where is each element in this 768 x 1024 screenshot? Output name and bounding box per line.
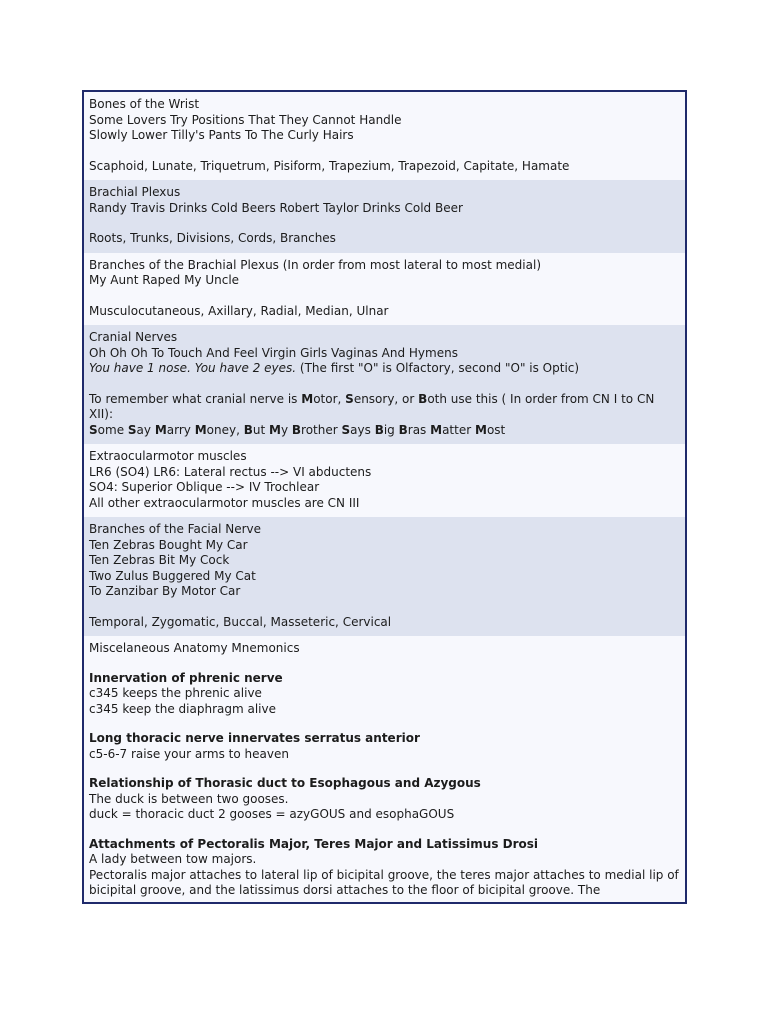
mnemonic-line: SO4: Superior Oblique --> IV Trochlear [89, 480, 320, 494]
cranial-mnemonic-run: ays [350, 422, 375, 437]
section-heading: Long thoracic nerve innervates serratus anterior [89, 731, 420, 745]
cranial-mnemonic-run: ut [252, 422, 270, 437]
cranial-para-run: B [418, 391, 428, 406]
row-title: Branches of the Brachial Plexus (In order from most lateral to most medial) [89, 257, 542, 272]
row-misc-mnemonics [84, 636, 685, 904]
cranial-mnemonic-run: y [280, 422, 292, 437]
row-title: Bones of the Wrist [89, 97, 200, 111]
answer-line: Scaphoid, Lunate, Triquetrum, Pisiform, Trapezium, Trapezoid, Capitate, Hamate [89, 158, 570, 173]
cranial-para [89, 392, 680, 423]
section-paragraph: Pectoralis major attaches to lateral lip of bicipital groove, the teres major attaches to medial lip of bicipital groove, and the latissimus dorsi attaches to the floor of bicipital groove. The [89, 867, 679, 897]
cranial-mnemonic-run: atter [442, 422, 475, 437]
section-line: A lady between tow majors. [89, 852, 257, 866]
mnemonics-table [82, 90, 687, 904]
cranial-mnemonic-run: rother [301, 422, 342, 437]
cranial-mnemonic-run: S [89, 422, 98, 437]
mnemonic-line: Oh Oh Oh To Touch And Feel Virgin Girls Vaginas And Hymens [89, 345, 458, 360]
section-heading: Attachments of Pectoralis Major, Teres Major and Latissimus Drosi [89, 836, 539, 851]
cranial-mnemonic-run: M [430, 422, 443, 437]
row-title: Brachial Plexus [89, 185, 181, 199]
row-extraocular-muscles [84, 444, 685, 517]
mnemonic-line: My Aunt Raped My Uncle [89, 273, 240, 287]
cranial-para-run: otor, [313, 391, 346, 406]
answer-line: Roots, Trunks, Divisions, Cords, Branches [89, 231, 336, 245]
cranial-mnemonic-run: oney, [206, 422, 244, 437]
note-line [89, 361, 680, 377]
cranial-mnemonic-run: B [398, 422, 408, 437]
cranial-mnemonic [89, 423, 680, 439]
row-brachial-plexus [84, 180, 685, 253]
cranial-mnemonic-run: B [374, 422, 384, 437]
cranial-mnemonic-run: ost [486, 422, 506, 437]
mnemonic-line: Ten Zebras Bit My Cock [89, 553, 230, 567]
row-title: Branches of the Facial Nerve [89, 522, 262, 536]
row-cranial-nerves [84, 325, 685, 444]
cranial-mnemonic-run: S [341, 422, 351, 437]
cranial-mnemonic-run: B [291, 422, 302, 437]
cranial-mnemonic-run: M [194, 422, 207, 437]
mnemonic-line: Slowly Lower Tilly's Pants To The Curly Hairs [89, 128, 354, 142]
mnemonic-line: All other extraocularmotor muscles are CN III [89, 495, 360, 510]
mnemonic-line: Randy Travis Drinks Cold Beers Robert Taylor Drinks Cold Beer [89, 200, 463, 215]
row-title: Extraocularmotor muscles [89, 449, 247, 463]
cranial-mnemonic-run: M [474, 422, 487, 437]
mnemonic-line: Two Zulus Buggered My Cat [89, 568, 256, 583]
note-normal: (The first "O" is Olfactory, second "O" is Optic) [296, 361, 580, 375]
cranial-para-run: S [345, 391, 354, 406]
cranial-mnemonic-run: S [127, 422, 137, 437]
row-title: Cranial Nerves [89, 330, 178, 344]
row-facial-nerve [84, 517, 685, 636]
section-line: duck = thoracic duct 2 gooses = azyGOUS and esophaGOUS [89, 807, 455, 821]
mnemonic-line: LR6 (SO4) LR6: Lateral rectus --> VI abductens [89, 464, 372, 479]
cranial-mnemonic-run: M [154, 422, 167, 437]
section-line: c345 keeps the phrenic alive [89, 686, 262, 700]
cranial-para-run: oth use this ( In order from CN I to CN XII): [89, 391, 655, 421]
section-heading: Innervation of phrenic nerve [89, 670, 283, 685]
cranial-mnemonic-run: ome [97, 422, 128, 437]
cranial-mnemonic-run: ig [383, 422, 399, 437]
mnemonic-line: Some Lovers Try Positions That They Cannot Handle [89, 112, 402, 127]
section-line: The duck is between two gooses. [89, 791, 289, 806]
cranial-mnemonic-run: arry [166, 422, 195, 437]
section-line: c5-6-7 raise your arms to heaven [89, 746, 289, 761]
note-italic: You have 1 nose. You have 2 eyes. [89, 361, 297, 375]
answer-line: Musculocutaneous, Axillary, Radial, Median, Ulnar [89, 303, 389, 318]
row-title: Miscelaneous Anatomy Mnemonics [89, 641, 300, 655]
answer-line: Temporal, Zygomatic, Buccal, Masseteric, Cervical [89, 614, 392, 629]
section-line: c345 keep the diaphragm alive [89, 701, 276, 716]
section-heading: Relationship of Thorasic duct to Esophagous and Azygous [89, 776, 481, 790]
mnemonic-line: Ten Zebras Bought My Car [89, 537, 248, 552]
cranial-mnemonic-run: ay [136, 422, 155, 437]
row-bones-of-wrist [84, 92, 685, 180]
mnemonic-line: To Zanzibar By Motor Car [89, 584, 241, 598]
cranial-para-run: To remember what cranial nerve is [89, 391, 302, 406]
cranial-para-run: ensory, or [353, 391, 419, 406]
cranial-mnemonic-run: M [269, 422, 281, 437]
cranial-mnemonic-run: ras [407, 422, 431, 437]
row-branches-brachial-plexus [84, 253, 685, 326]
cranial-mnemonic-run: B [243, 422, 253, 437]
cranial-para-run: M [301, 391, 314, 406]
